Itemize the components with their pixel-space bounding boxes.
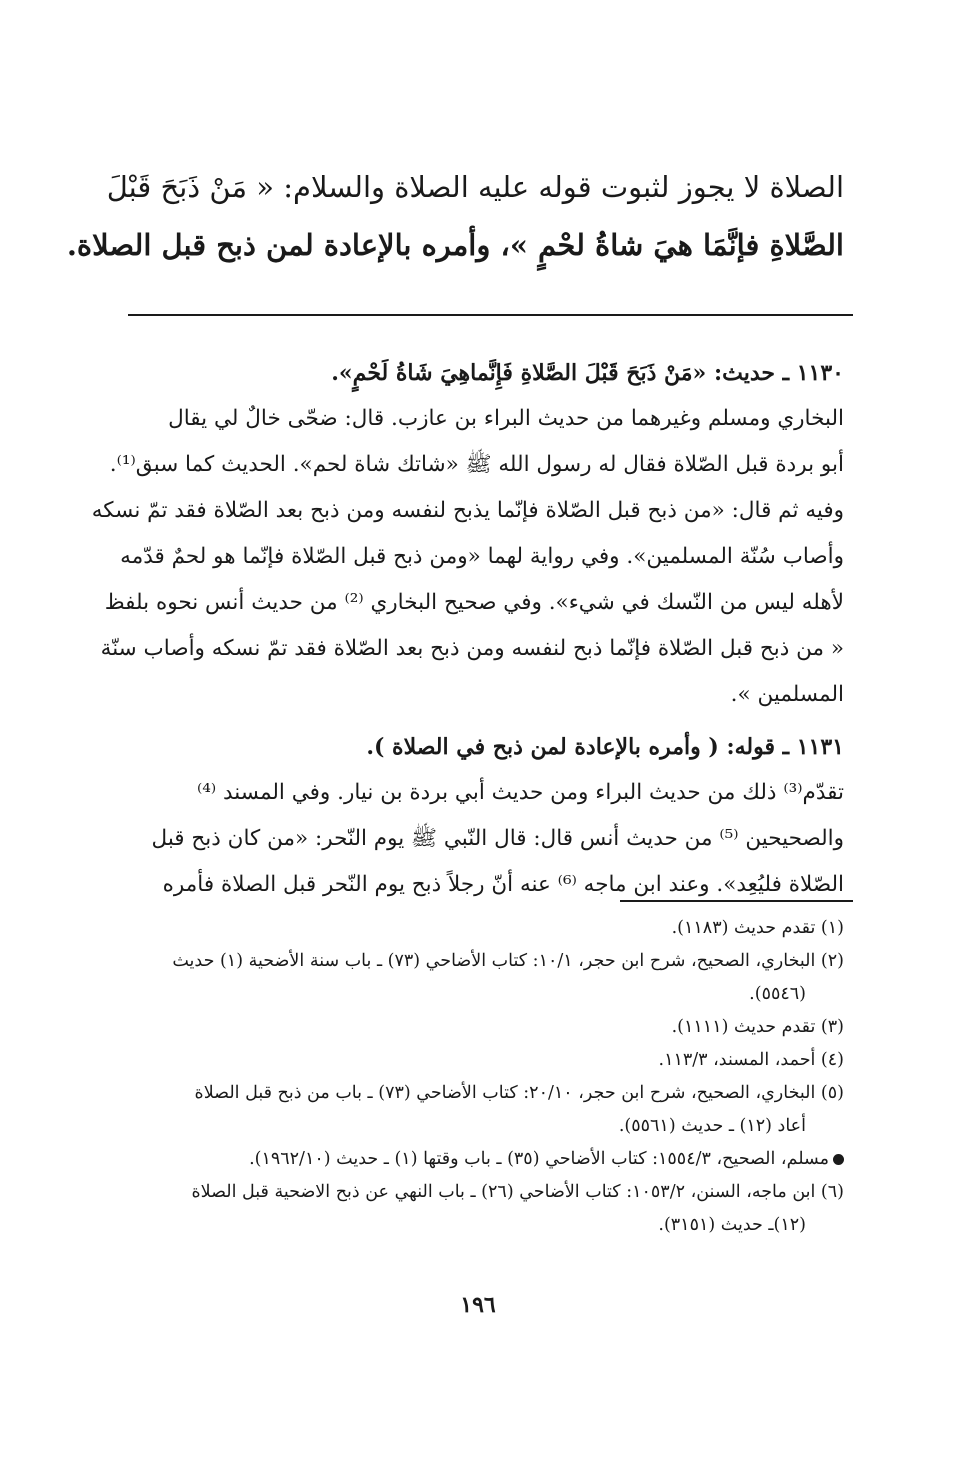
entry-1130-line: المسلمين ». xyxy=(730,682,844,707)
entry-1131-line: الصّلاة فليُعِد». وعند ابن ماجه ⁽⁶⁾ عنه أنّ رجلاً ذبح يوم النّحر قبل الصلاة فأمره xyxy=(162,872,844,897)
main-text xyxy=(66,158,844,274)
entry-1131-line: والصحيحين ⁽⁵⁾ من حديث أنس قال: قال النّبي ﷺ يوم النّحر: «من كان ذبح قبل xyxy=(151,826,844,851)
footnote-4: (٤) أحمد، المسند، ١١٣/٣. xyxy=(658,1050,844,1070)
footnote-5-extra xyxy=(104,1143,844,1176)
entry-1130-line: وأصاب سُنّة المسلمين». وفي رواية لهما «ومن ذبح قبل الصّلاة فإنّما هو لحمٌ قدّمه xyxy=(120,544,844,569)
entry-1131-heading: ١١٣١ ـ قوله: ( وأمره بالإعادة لمن ذبح في الصلاة ). xyxy=(366,734,844,760)
footnote-divider xyxy=(620,900,853,902)
footnote-3: (٣) تقدم حديث (١١١١). xyxy=(671,1017,844,1037)
footnote-2: (٢) البخاري، الصحيح، شرح ابن حجر، ١٠/١: كتاب الأضاحي (٧٣) ـ باب سنة الأضحية (١) حديث xyxy=(172,951,844,971)
section-divider xyxy=(128,314,853,316)
footnote-6: (٦) ابن ماجه، السنن، ١٠٥٣/٢: كتاب الأضاحي (٢٦) ـ باب النهي عن ذبح الاضحية قبل الصلاة xyxy=(191,1182,844,1202)
entry-1130-line: « من ذبح قبل الصّلاة فإنّما ذبح لنفسه ومن ذبح بعد الصّلاة فقد تمّ نسكه وأصاب سنّة xyxy=(100,636,844,661)
entry-1130-line: لأهله ليس من النّسك في شيء». وفي صحيح البخاري ⁽²⁾ من حديث أنس نحوه بلفظ xyxy=(104,590,844,615)
main-text-line-1: الصلاة لا يجوز لثبوت قوله عليه الصلاة والسلام: « مَنْ ذَبَحَ قَبْلَ xyxy=(106,170,844,204)
footnote-5-continuation: أعاد (١٢) ـ حديث (٥٥٦١). xyxy=(618,1116,806,1136)
footnotes xyxy=(104,912,844,1242)
commentary-section xyxy=(91,350,844,908)
page-number: ١٩٦ xyxy=(460,1292,496,1318)
bullet-icon xyxy=(833,1154,844,1165)
footnote-5-extra-text: مسلم، الصحيح، ١٥٥٤/٣: كتاب الأضاحي (٣٥) ـ باب وقتها (١) ـ حديث (١٩٦٢/١٠). xyxy=(249,1149,829,1169)
main-text-line-2: الصَّلاةِ فإنَّمَا هيَ شاةُ لحْمٍ »، وأمره بالإعادة لمن ذبح قبل الصلاة. xyxy=(66,228,844,262)
footnote-1: (١) تقدم حديث (١١٨٣). xyxy=(671,918,844,938)
footnote-5: (٥) البخاري، الصحيح، شرح ابن حجر، ٢٠/١٠: كتاب الأضاحي (٧٣) ـ باب من ذبح قبل الصلاة xyxy=(194,1083,844,1103)
entry-1130-line: أبو بردة قبل الصّلاة فقال له رسول الله ﷺ «شاتك شاة لحم». الحديث كما سبق⁽¹⁾. xyxy=(109,452,844,477)
entry-1130-line: وفيه ثم قال: «من ذبح قبل الصّلاة فإنّما يذبح لنفسه ومن ذبح بعد الصّلاة فقد تمّ نسكه xyxy=(91,498,844,523)
footnote-6-continuation: (١٢)ـ حديث (٣١٥١). xyxy=(658,1215,806,1235)
entry-1130-line: البخاري ومسلم وغيرهما من حديث البراء بن عازب. قال: ضحّى خالٌ لي يقال xyxy=(168,406,844,431)
entry-1131-line: تقدّم⁽³⁾ ذلك من حديث البراء ومن حديث أبي بردة بن نيار. وفي المسند ⁽⁴⁾ xyxy=(196,780,844,805)
entry-1130-heading: ١١٣٠ ـ حديث: «مَنْ ذَبَحَ قَبْلَ الصَّلاةِ فَإِنَّماهِيَ شَاةُ لَحْمٍ». xyxy=(331,360,844,386)
footnote-2-continuation: (٥٥٤٦). xyxy=(749,984,806,1004)
